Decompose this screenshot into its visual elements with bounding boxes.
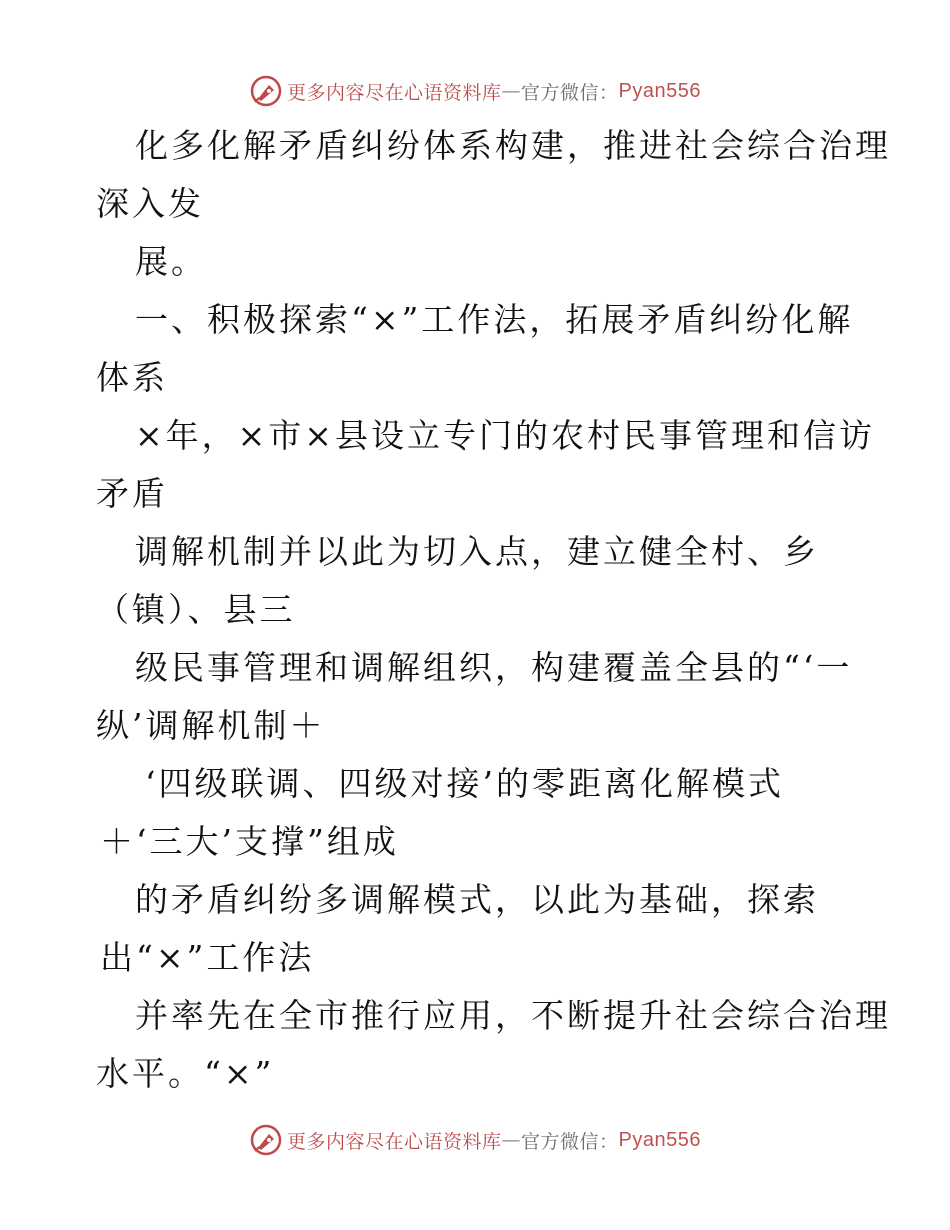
pen-nib-logo-icon bbox=[249, 74, 283, 108]
paragraph-line: 纵’调解机制＋ bbox=[96, 706, 326, 745]
banner-site-text: 更多内容尽在心语资料库 bbox=[287, 81, 502, 104]
paragraph-line: 级民事管理和调解组织，构建覆盖全县的“‘一 bbox=[135, 648, 853, 687]
paragraph-line: 矛盾 bbox=[96, 474, 168, 513]
paragraph-line: 展。 bbox=[135, 242, 207, 281]
banner-separator: — bbox=[501, 80, 522, 102]
paragraph-line: 调解机制并以此为切入点，建立健全村、乡 bbox=[135, 532, 819, 571]
footer-watermark-banner bbox=[0, 1120, 950, 1160]
banner-separator: — bbox=[501, 1129, 522, 1151]
banner-site-text: 更多内容尽在心语资料库 bbox=[287, 1130, 502, 1153]
banner-wechat-id: Pyan556 bbox=[618, 1128, 701, 1151]
banner-wechat-label: 官方微信： bbox=[521, 81, 619, 104]
paragraph-line: 出“×”工作法 bbox=[100, 938, 315, 977]
section-heading-line: 体系 bbox=[96, 358, 168, 397]
section-heading-line: 一、积极探索“×”工作法，拓展矛盾纠纷化解 bbox=[135, 300, 854, 339]
paragraph-line: ＋‘三大’支撑”组成 bbox=[100, 822, 399, 861]
paragraph-line: ‘四级联调、四级对接’的零距离化解模式 bbox=[145, 764, 784, 803]
paragraph-line: ×年，×市×县设立专门的农村民事管理和信访 bbox=[135, 416, 875, 455]
paragraph-line: 并率先在全市推行应用，不断提升社会综合治理 bbox=[135, 996, 891, 1035]
paragraph-line: 的矛盾纠纷多调解模式，以此为基础，探索 bbox=[135, 880, 819, 919]
paragraph-line: 水平。“×” bbox=[96, 1054, 275, 1093]
header-watermark-banner bbox=[0, 71, 950, 111]
paragraph-line: 化多化解矛盾纠纷体系构建，推进社会综合治理 bbox=[135, 126, 891, 165]
banner-wechat-label: 官方微信： bbox=[521, 1130, 619, 1153]
paragraph-line: （镇）、县三 bbox=[96, 590, 296, 629]
banner-wechat-id: Pyan556 bbox=[618, 79, 701, 102]
paragraph-line: 深入发 bbox=[96, 184, 204, 223]
pen-nib-logo-icon bbox=[249, 1123, 283, 1157]
